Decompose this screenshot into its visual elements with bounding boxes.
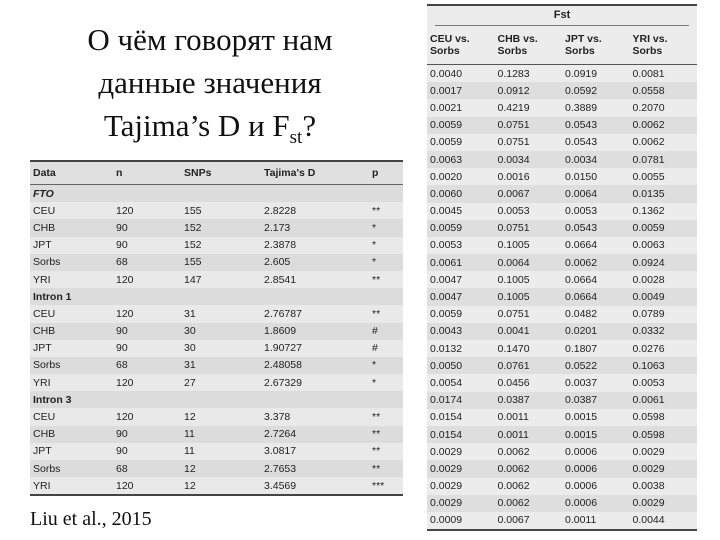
fst-cell: 0.0037 bbox=[565, 376, 598, 389]
fst-cell: 0.0011 bbox=[565, 514, 597, 527]
title-line-3 bbox=[30, 104, 390, 159]
table-cell: * bbox=[372, 239, 377, 252]
table-row bbox=[30, 202, 403, 219]
fst-cell: 0.0053 bbox=[430, 239, 463, 252]
table-cell: 68 bbox=[116, 359, 128, 372]
table-cell: 12 bbox=[184, 479, 196, 492]
title-line-3-text: Tajima’s D и F bbox=[103, 108, 290, 143]
fst-cell: 0.0761 bbox=[497, 359, 530, 372]
fst-cell: 0.0664 bbox=[565, 273, 598, 286]
table-cell: # bbox=[372, 342, 378, 355]
column-header: Data bbox=[33, 167, 56, 179]
table-cell: * bbox=[372, 221, 377, 234]
table-cell: ** bbox=[372, 307, 381, 320]
fst-cell: 0.1005 bbox=[497, 291, 530, 304]
title-question-mark: ? bbox=[302, 108, 317, 143]
table-row bbox=[30, 374, 403, 391]
fst-row bbox=[427, 168, 697, 185]
fst-cell: 0.0061 bbox=[632, 394, 665, 407]
fst-cell: 0.0062 bbox=[632, 136, 665, 149]
table-cell: *** bbox=[372, 479, 385, 492]
fst-cell: 0.0029 bbox=[632, 497, 665, 510]
table-row bbox=[30, 323, 403, 340]
column-header-line: Sorbs bbox=[430, 45, 460, 57]
fst-cell: 0.1063 bbox=[632, 359, 665, 372]
table-cell: JPT bbox=[33, 239, 52, 252]
column-header: SNPs bbox=[184, 167, 212, 179]
column-header: n bbox=[116, 167, 123, 179]
fst-cell: 0.0050 bbox=[430, 359, 463, 372]
table-cell: 120 bbox=[116, 411, 134, 424]
table-cell: CEU bbox=[33, 307, 56, 320]
table-row bbox=[30, 305, 403, 322]
table-cell: 2.7264 bbox=[264, 428, 297, 441]
table-row bbox=[30, 426, 403, 443]
table-cell: 90 bbox=[116, 428, 128, 441]
fst-cell: 0.0751 bbox=[497, 119, 530, 132]
title-line-2: данные значения bbox=[98, 65, 322, 100]
fst-cell: 0.0781 bbox=[632, 153, 665, 166]
table-cell: Sorbs bbox=[33, 462, 61, 475]
fst-cell: 0.1807 bbox=[565, 342, 598, 355]
fst-cell: 0.0047 bbox=[430, 273, 463, 286]
fst-cell: 0.0029 bbox=[430, 480, 463, 493]
fst-cell: 0.0006 bbox=[565, 480, 598, 493]
table-row bbox=[30, 357, 403, 374]
fst-cell: 0.0011 bbox=[497, 411, 529, 424]
fst-cell: 0.3889 bbox=[565, 101, 598, 114]
fst-row bbox=[427, 151, 697, 168]
table-row bbox=[30, 254, 403, 271]
fst-cell: 0.0006 bbox=[565, 497, 598, 510]
table-cell: 31 bbox=[184, 307, 196, 320]
fst-cell: 0.0059 bbox=[430, 136, 463, 149]
fst-row bbox=[427, 65, 697, 82]
table-row bbox=[30, 271, 403, 288]
fst-row bbox=[427, 357, 697, 374]
fst-cell: 0.0201 bbox=[565, 325, 598, 338]
fst-cell: 0.1362 bbox=[632, 205, 665, 218]
fst-cell: 0.0061 bbox=[430, 256, 463, 269]
column-header-line: Sorbs bbox=[565, 45, 595, 57]
fst-row bbox=[427, 460, 697, 477]
fst-cell: 0.0038 bbox=[632, 480, 665, 493]
group-label: Intron 3 bbox=[33, 393, 72, 406]
fst-cell: 0.1005 bbox=[497, 239, 530, 252]
table-cell: 2.7653 bbox=[264, 462, 297, 475]
fst-cell: 0.0059 bbox=[430, 222, 463, 235]
table-cell: 120 bbox=[116, 273, 134, 286]
fst-row bbox=[427, 323, 697, 340]
fst-cell: 0.0543 bbox=[565, 136, 598, 149]
fst-cell: 0.0043 bbox=[430, 325, 463, 338]
fst-cell: 0.0020 bbox=[430, 170, 463, 183]
fst-row bbox=[427, 99, 697, 116]
column-header-line: Sorbs bbox=[497, 45, 528, 57]
fst-cell: 0.0062 bbox=[565, 256, 598, 269]
fst-header-row bbox=[427, 26, 697, 65]
fst-row bbox=[427, 392, 697, 409]
fst-cell: 0.0062 bbox=[632, 119, 665, 132]
fst-table-title: Fst bbox=[435, 6, 689, 26]
fst-cell: 0.0558 bbox=[632, 84, 665, 97]
table-cell: 1.8609 bbox=[264, 325, 297, 338]
fst-cell: 0.0063 bbox=[430, 153, 463, 166]
column-header bbox=[562, 33, 630, 57]
fst-cell: 0.0029 bbox=[430, 497, 463, 510]
fst-cell: 0.0054 bbox=[430, 376, 463, 389]
fst-cell: 0.0017 bbox=[430, 84, 463, 97]
table-cell: 152 bbox=[184, 239, 202, 252]
fst-cell: 0.0598 bbox=[632, 428, 665, 441]
table-cell: 27 bbox=[184, 376, 196, 389]
table-cell: Sorbs bbox=[33, 359, 61, 372]
fst-cell: 0.0135 bbox=[632, 187, 665, 200]
table-cell: 2.76787 bbox=[264, 307, 302, 320]
fst-row bbox=[427, 271, 697, 288]
fst-cell: 0.0598 bbox=[632, 411, 665, 424]
fst-cell: 0.0592 bbox=[565, 84, 598, 97]
table-cell: 2.173 bbox=[264, 221, 291, 234]
group-label: FTO bbox=[33, 187, 54, 200]
table-cell: 2.8228 bbox=[264, 204, 297, 217]
fst-cell: 0.4219 bbox=[497, 101, 530, 114]
table-row bbox=[30, 477, 403, 494]
table-row bbox=[30, 460, 403, 477]
group-label: Intron 1 bbox=[33, 290, 72, 303]
fst-cell: 0.0064 bbox=[565, 187, 598, 200]
fst-cell: 0.0543 bbox=[565, 222, 598, 235]
table-cell: CEU bbox=[33, 204, 56, 217]
fst-row bbox=[427, 82, 697, 99]
fst-cell: 0.0060 bbox=[430, 187, 463, 200]
table-cell: CHB bbox=[33, 221, 56, 234]
table-cell: 90 bbox=[116, 221, 128, 234]
fst-cell: 0.0029 bbox=[632, 445, 665, 458]
fst-row bbox=[427, 254, 697, 271]
slide-title bbox=[30, 18, 390, 159]
fst-cell: 0.0664 bbox=[565, 291, 598, 304]
table-cell: 3.0817 bbox=[264, 445, 297, 458]
table-cell: 120 bbox=[116, 376, 134, 389]
fst-cell: 0.0006 bbox=[565, 462, 598, 475]
fst-cell: 0.0064 bbox=[497, 256, 530, 269]
fst-cell: 0.0015 bbox=[565, 411, 598, 424]
table-cell: 120 bbox=[116, 479, 134, 492]
table-row bbox=[30, 340, 403, 357]
table-cell: * bbox=[372, 256, 377, 269]
table-cell: 147 bbox=[184, 273, 202, 286]
column-header-line: CHB vs. bbox=[497, 33, 538, 45]
table-cell: 90 bbox=[116, 325, 128, 338]
group-header-row bbox=[30, 288, 403, 305]
table-cell: JPT bbox=[33, 342, 52, 355]
group-header-row bbox=[30, 185, 403, 202]
table-cell: 155 bbox=[184, 256, 202, 269]
fst-cell: 0.0067 bbox=[497, 187, 530, 200]
fst-cell: 0.0332 bbox=[632, 325, 665, 338]
table-cell: 2.48058 bbox=[264, 359, 302, 372]
fst-cell: 0.1470 bbox=[497, 342, 530, 355]
table-cell: 30 bbox=[184, 325, 196, 338]
table-row bbox=[30, 443, 403, 460]
column-header: p bbox=[372, 167, 379, 179]
fst-cell: 0.0150 bbox=[565, 170, 598, 183]
table-cell: * bbox=[372, 359, 377, 372]
column-header: Tajima's D bbox=[264, 167, 316, 179]
fst-cell: 0.1283 bbox=[497, 67, 530, 80]
fst-cell: 0.0059 bbox=[430, 308, 463, 321]
fst-row bbox=[427, 409, 697, 426]
fst-cell: 0.0543 bbox=[565, 119, 598, 132]
fst-row bbox=[427, 203, 697, 220]
fst-row bbox=[427, 512, 697, 529]
fst-row bbox=[427, 220, 697, 237]
fst-cell: 0.0059 bbox=[632, 222, 665, 235]
table-cell: 1.90727 bbox=[264, 342, 302, 355]
fst-row bbox=[427, 340, 697, 357]
table-cell: ** bbox=[372, 411, 381, 424]
table-cell: 31 bbox=[184, 359, 196, 372]
fst-cell: 0.0387 bbox=[497, 394, 530, 407]
fst-cell: 0.0015 bbox=[565, 428, 598, 441]
table-cell: 2.605 bbox=[264, 256, 291, 269]
fst-cell: 0.0009 bbox=[430, 514, 463, 527]
title-subscript: st bbox=[289, 127, 303, 149]
fst-cell: 0.0053 bbox=[632, 376, 665, 389]
table-cell: 11 bbox=[184, 428, 195, 441]
table-cell: 30 bbox=[184, 342, 196, 355]
fst-cell: 0.0912 bbox=[497, 84, 530, 97]
fst-row bbox=[427, 478, 697, 495]
table-cell: 90 bbox=[116, 239, 128, 252]
fst-cell: 0.0049 bbox=[632, 291, 665, 304]
table-cell: YRI bbox=[33, 479, 51, 492]
fst-cell: 0.0016 bbox=[497, 170, 530, 183]
fst-cell: 0.0034 bbox=[497, 153, 530, 166]
fst-cell: 0.0045 bbox=[430, 205, 463, 218]
table-cell: 12 bbox=[184, 411, 196, 424]
table-cell: 68 bbox=[116, 256, 128, 269]
table-row bbox=[30, 408, 403, 425]
fst-cell: 0.0062 bbox=[497, 462, 530, 475]
fst-cell: 0.0062 bbox=[497, 480, 530, 493]
table-cell: ** bbox=[372, 445, 381, 458]
table-cell: 3.4569 bbox=[264, 479, 297, 492]
fst-cell: 0.0053 bbox=[497, 205, 530, 218]
fst-cell: 0.0062 bbox=[497, 445, 530, 458]
fst-cell: 0.0053 bbox=[565, 205, 598, 218]
fst-cell: 0.0919 bbox=[565, 67, 598, 80]
fst-cell: 0.0456 bbox=[497, 376, 530, 389]
table-cell: 155 bbox=[184, 204, 202, 217]
table-cell: CEU bbox=[33, 411, 56, 424]
table-cell: JPT bbox=[33, 445, 52, 458]
fst-cell: 0.0132 bbox=[430, 342, 463, 355]
fst-cell: 0.0154 bbox=[430, 411, 463, 424]
fst-cell: 0.0011 bbox=[497, 428, 529, 441]
fst-cell: 0.0062 bbox=[497, 497, 530, 510]
column-header-line: CEU vs. bbox=[430, 33, 470, 45]
tajima-d-table bbox=[30, 160, 403, 496]
table-cell: 90 bbox=[116, 342, 128, 355]
column-header-line: JPT vs. bbox=[565, 33, 602, 45]
fst-row bbox=[427, 134, 697, 151]
table-cell: 120 bbox=[116, 307, 134, 320]
column-header-line: Sorbs bbox=[632, 45, 663, 57]
fst-row bbox=[427, 117, 697, 134]
fst-row bbox=[427, 374, 697, 391]
fst-cell: 0.0034 bbox=[565, 153, 598, 166]
table-cell: 120 bbox=[116, 204, 134, 217]
table-cell: 90 bbox=[116, 445, 128, 458]
fst-cell: 0.2070 bbox=[632, 101, 665, 114]
table-cell: YRI bbox=[33, 273, 51, 286]
fst-cell: 0.0081 bbox=[632, 67, 665, 80]
table-cell: 2.8541 bbox=[264, 273, 297, 286]
fst-cell: 0.0174 bbox=[430, 394, 463, 407]
table-cell: ** bbox=[372, 428, 381, 441]
table-cell: Sorbs bbox=[33, 256, 61, 269]
fst-cell: 0.0029 bbox=[632, 462, 665, 475]
fst-table bbox=[427, 4, 697, 531]
fst-cell: 0.1005 bbox=[497, 273, 530, 286]
fst-row bbox=[427, 426, 697, 443]
fst-cell: 0.0055 bbox=[632, 170, 665, 183]
table-cell: # bbox=[372, 325, 378, 338]
fst-cell: 0.0276 bbox=[632, 342, 665, 355]
fst-cell: 0.0028 bbox=[632, 273, 665, 286]
fst-row bbox=[427, 443, 697, 460]
table-cell: 12 bbox=[184, 462, 196, 475]
table-cell: 2.3878 bbox=[264, 239, 297, 252]
fst-cell: 0.0044 bbox=[632, 514, 665, 527]
fst-cell: 0.0789 bbox=[632, 308, 665, 321]
group-header-row bbox=[30, 391, 403, 408]
column-header bbox=[427, 33, 495, 57]
table-cell: ** bbox=[372, 462, 381, 475]
fst-cell: 0.0006 bbox=[565, 445, 598, 458]
fst-cell: 0.0664 bbox=[565, 239, 598, 252]
table-cell: 152 bbox=[184, 221, 202, 234]
table-cell: * bbox=[372, 376, 377, 389]
table-cell: ** bbox=[372, 204, 381, 217]
table-cell: CHB bbox=[33, 428, 56, 441]
table-cell: 11 bbox=[184, 445, 195, 458]
fst-row bbox=[427, 495, 697, 512]
fst-cell: 0.0063 bbox=[632, 239, 665, 252]
table-cell: ** bbox=[372, 273, 381, 286]
fst-row bbox=[427, 185, 697, 202]
table-row bbox=[30, 219, 403, 236]
table-header-row bbox=[30, 162, 403, 185]
fst-row bbox=[427, 306, 697, 323]
column-header bbox=[630, 33, 698, 57]
table-cell: CHB bbox=[33, 325, 56, 338]
fst-cell: 0.0059 bbox=[430, 119, 463, 132]
fst-cell: 0.0067 bbox=[497, 514, 530, 527]
table-cell: YRI bbox=[33, 376, 51, 389]
fst-cell: 0.0522 bbox=[565, 359, 598, 372]
title-line-1: О чём говорят нам bbox=[87, 22, 333, 57]
table-cell: 68 bbox=[116, 462, 128, 475]
fst-row bbox=[427, 237, 697, 254]
fst-cell: 0.0751 bbox=[497, 308, 530, 321]
column-header bbox=[495, 33, 563, 57]
fst-cell: 0.0751 bbox=[497, 222, 530, 235]
fst-cell: 0.0387 bbox=[565, 394, 598, 407]
fst-cell: 0.0047 bbox=[430, 291, 463, 304]
citation: Liu et al., 2015 bbox=[30, 508, 152, 530]
fst-cell: 0.0751 bbox=[497, 136, 530, 149]
fst-cell: 0.0029 bbox=[430, 462, 463, 475]
fst-row bbox=[427, 288, 697, 305]
fst-cell: 0.0924 bbox=[632, 256, 665, 269]
fst-cell: 0.0482 bbox=[565, 308, 598, 321]
table-cell: 3.378 bbox=[264, 411, 291, 424]
fst-cell: 0.0041 bbox=[497, 325, 530, 338]
fst-cell: 0.0040 bbox=[430, 67, 463, 80]
column-header-line: YRI vs. bbox=[632, 33, 668, 45]
fst-cell: 0.0154 bbox=[430, 428, 463, 441]
table-row bbox=[30, 237, 403, 254]
fst-cell: 0.0029 bbox=[430, 445, 463, 458]
table-cell: 2.67329 bbox=[264, 376, 302, 389]
fst-cell: 0.0021 bbox=[430, 101, 463, 114]
